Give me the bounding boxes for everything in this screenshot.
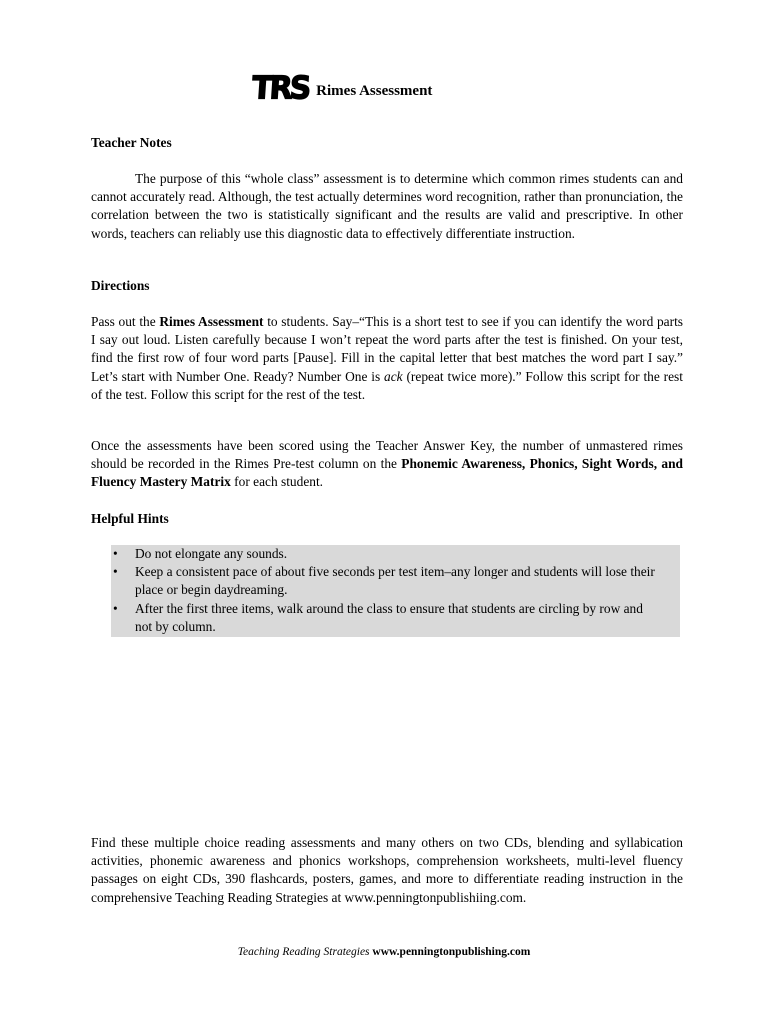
teacher-notes-heading: Teacher Notes — [91, 135, 172, 150]
document-title: Rimes Assessment — [316, 83, 433, 99]
directions-heading: Directions — [91, 278, 150, 293]
page-footer — [0, 943, 768, 961]
directions-paragraph-1: Pass out the Rimes Assessment to students. Say–“This is a short test to see if you can identify the word parts I say out loud. Listen carefully because I won’t repeat the word parts after the test is finished. On your test, find the first row of four word parts [Pause]. Fill in the capital letter that best matches the word part I say.” Let’s start with Number One. Ready? Number One is ack (repeat twice more).” Follow this script for the rest of the test. Follow this script for the rest of the test. — [91, 314, 683, 402]
directions-paragraph-2: Once the assessments have been scored using the Teacher Answer Key, the number of unmastered rimes should be recorded in the Rimes Pre-test column on the Phonemic Awareness, Phonics, Sight Words, and Fluency Mastery Matrix for each student. — [91, 438, 683, 490]
closing-paragraph: Find these multiple choice reading assessments and many others on two CDs, blending and syllabication activities, phonemic awareness and phonics workshops, comprehension worksheets, multi-level fluency passages on eight CDs, 390 flashcards, posters, games, and more to differentiate reading instruction in the comprehensive Teaching Reading Strategies at www.penningtonpublishiing.com. — [91, 835, 683, 905]
list-item: • Keep a consistent pace of about five seconds per test item–any longer and students will lose their place or begin daydreaming. — [113, 564, 655, 598]
bullet-icon: • — [113, 600, 118, 616]
trs-logo: TRS — [250, 70, 310, 107]
footer-publication-title: Teaching Reading Strategies — [237, 946, 370, 958]
teacher-notes-paragraph: The purpose of this “whole class” assessment is to determine which common rimes students can and cannot accurately read. Although, the test actually determines word recognition, rather than pronunciation, the correlation between the two is statistically significant and the results are valid and prescriptive. In other words, teachers can reliably use this diagnostic data to effectively differentiate instruction. — [91, 171, 683, 241]
footer-website-link[interactable]: www.penningtonpublishing.com — [372, 946, 531, 958]
bullet-icon: • — [113, 546, 118, 561]
helpful-hints-list — [111, 545, 680, 636]
list-item: • Do not elongate any sounds. — [111, 545, 655, 563]
document-title-row — [250, 70, 433, 107]
list-item: • After the first three items, walk around the class to ensure that students are circling by row and not by column. — [113, 600, 643, 634]
helpful-hints-box — [111, 545, 680, 637]
helpful-hints-heading: Helpful Hints — [91, 511, 169, 526]
bullet-icon: • — [113, 564, 118, 580]
